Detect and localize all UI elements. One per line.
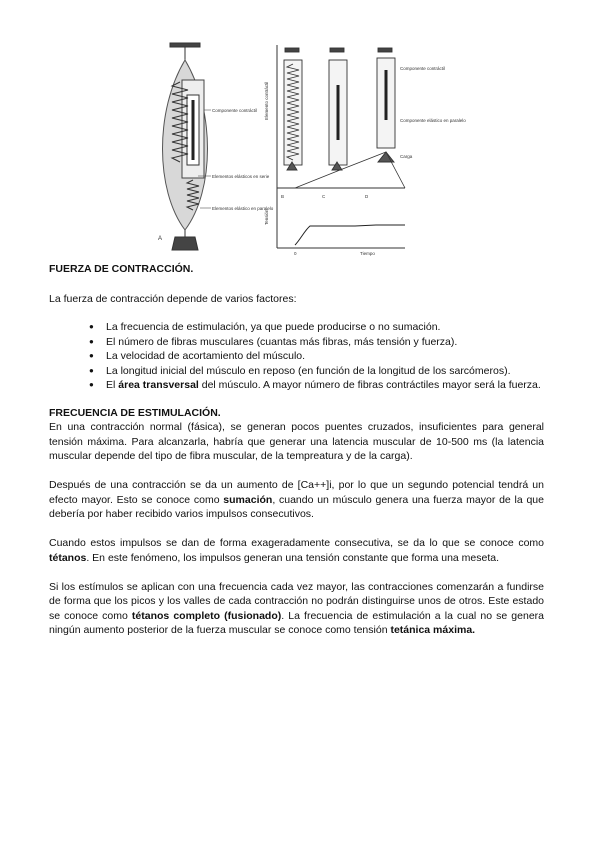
text-span: . En este fenómeno, los impulsos generan una tensión constante que forma una meseta. — [86, 551, 500, 564]
length-curve — [295, 152, 405, 188]
muscle-model-figure — [150, 40, 466, 258]
list-item: ● La longitud inicial del músculo en reposo (en función de la longitud de los sarcómeros). — [89, 364, 544, 379]
y-label-top: Elemento contráctil — [264, 81, 269, 120]
top-anchor — [170, 43, 200, 47]
list-item — [89, 378, 544, 393]
paragraph — [49, 478, 544, 522]
section-title-frecuencia: FRECUENCIA DE ESTIMULACIÓN. — [49, 406, 221, 419]
bold-term: área transversal — [118, 379, 199, 391]
text-span: del músculo. A mayor número de fibras contráctiles mayor será la fuerza. — [198, 379, 541, 391]
label-time: Tiempo — [360, 251, 375, 256]
section-title-fuerza: FUERZA DE CONTRACCIÓN. — [49, 263, 194, 275]
label-right-elastic: Componente elástico en paralelo — [400, 118, 466, 123]
bold-term: tétanos completo (fusionado) — [131, 609, 282, 622]
text-span: Si los estímulos se aplican con una frecuencia cada vez mayor, las contracciones comenzarán a fundirse de forma que los picos y los valles de cada contracción no podrán distinguirse unos de otros. Este estado se conoce como — [49, 580, 544, 622]
label-right-contractile: Componente contráctil — [400, 66, 446, 71]
list-item: ● La frecuencia de estimulación, ya que puede producirse o no sumación. — [89, 320, 544, 335]
paragraph — [49, 536, 544, 565]
bold-term: tétanos — [49, 551, 87, 564]
y-label-bottom: Tensión — [264, 209, 269, 225]
text-span: El — [106, 379, 119, 391]
text-span: Cuando estos impulsos se dan de forma exageradamente consecutiva, se da lo que se conoce como — [49, 537, 544, 549]
label-d: D — [365, 194, 369, 199]
text-span: . La frecuencia de estimulación a la cual no se genera ningún aumento posterior de la fuerza muscular se conoce como tensión — [49, 609, 544, 636]
label-c: C — [322, 194, 326, 199]
paragraph — [49, 580, 544, 638]
tension-curve — [295, 225, 405, 245]
label-parallel-elastic: Elementos elástico en paralelo — [212, 206, 274, 211]
list-item: ● La velocidad de acortamiento del músculo. — [89, 349, 544, 364]
panel-a-muscle — [163, 43, 208, 250]
label-zero: 0 — [294, 251, 297, 256]
label-panel-a: A — [158, 236, 163, 242]
bold-term: tetánica máxima. — [390, 624, 476, 636]
document-body — [49, 262, 544, 652]
list-item: ● El número de fibras musculares (cuantas más fibras, más tensión y fuerza). — [89, 335, 544, 350]
bold-term: sumación — [223, 493, 273, 506]
paragraph: En una contracción normal (fásica), se generan pocos puentes cruzados, insuficientes para general tensión máxima. Para alcanzarla, habría que generar una latencia muscular de 10-500 ms (la latencia muscular depende del tipo de fibra muscular, de la tempreatura y de la carga). — [49, 421, 544, 462]
label-load: Carga — [400, 154, 413, 159]
text-span: , cuando un músculo genera una fuerza mayor de la que debería por haber recibido varios impulsos consecutivos. — [49, 493, 544, 520]
label-series-elastic: Elementos elásticos en serie — [212, 174, 270, 179]
spring-columns — [284, 48, 395, 170]
intro-paragraph: La fuerza de contracción depende de varios factores: — [49, 292, 297, 305]
label-contractile: Componente contráctil — [212, 108, 258, 113]
text-span: Después de una contracción se da un aumento de [Ca++]i, por lo que un segundo potencial tendrá un efecto mayor. Esto se conoce como — [49, 479, 544, 506]
muscle-model-diagram — [150, 40, 466, 258]
bottom-weight — [172, 237, 198, 250]
factors-list — [49, 320, 544, 393]
label-b: B — [281, 194, 285, 199]
